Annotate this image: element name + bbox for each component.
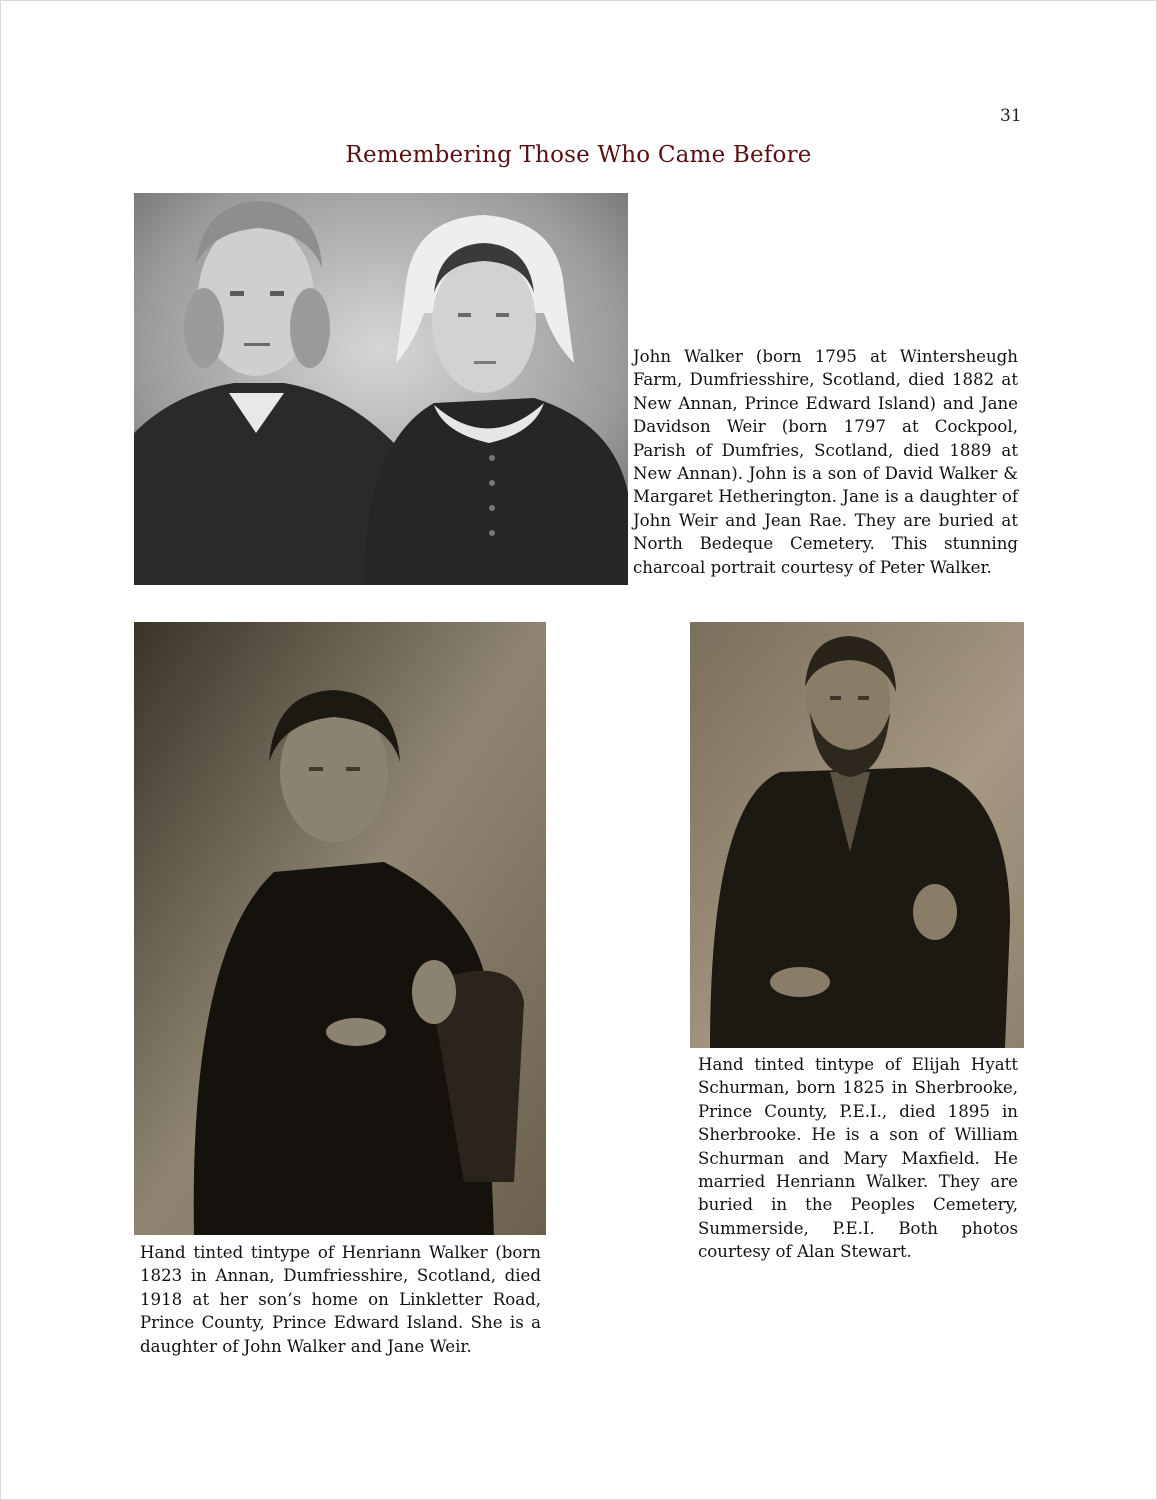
caption-elijah-schurman: Hand tinted tintype of Elijah Hyatt Schurman, born 1825 in Sherbrooke, Prince County, P.E.I., died 1895 in Sherbrooke. He is a son of William Schurman and Mary Maxfield. He married Henriann Walker. They are buried in the Peoples Cemetery, Summerside, P.E.I. Both photos courtesy of Alan Stewart. — [698, 1055, 1018, 1262]
page-number: 31 — [1000, 106, 1022, 126]
tintype-henriann-photo — [134, 622, 546, 1235]
tintype-elijah-photo — [690, 622, 1024, 1048]
charcoal-portrait-photo — [134, 193, 628, 585]
caption-henriann-walker: Hand tinted tintype of Henriann Walker (born 1823 in Annan, Dumfriesshire, Scotland, died 1918 at her son’s home on Linkletter Road, Prince County, Prince Edward Island. She is a daughter of John Walker and Jane Weir. — [140, 1243, 541, 1356]
caption-charcoal-portrait: John Walker (born 1795 at Wintersheugh Farm, Dumfriesshire, Scotland, died 1882 at New Annan, Prince Edward Island) and Jane Davidson Weir (born 1797 at Cockpool, Parish of Dumfries, Scotland, died 1889 at New Annan). John is a son of David Walker & Margaret Hetherington. Jane is a daughter of John Weir and Jean Rae. They are buried at North Bedeque Cemetery. This stunning charcoal portrait courtesy of Peter Walker. — [633, 347, 1018, 577]
page-title: Remembering Those Who Came Before — [345, 142, 812, 168]
